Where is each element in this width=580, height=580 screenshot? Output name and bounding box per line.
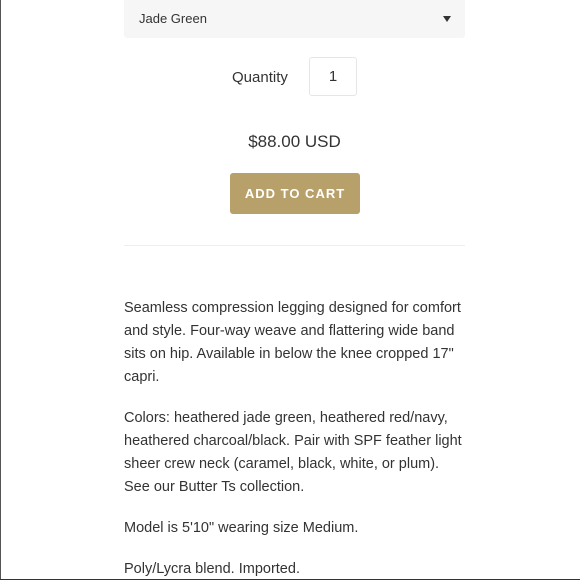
section-divider [124, 245, 465, 246]
product-description [124, 297, 469, 580]
window-edge [0, 0, 1, 580]
product-price: $88.00 USD [248, 132, 341, 151]
collection-reference-text: See our Butter Ts collection. [124, 479, 305, 495]
description-paragraph [124, 558, 469, 580]
description-paragraph [124, 297, 469, 389]
description-text: Poly/Lycra blend. Imported. [124, 561, 300, 577]
description-paragraph [124, 517, 469, 540]
quantity-label: Quantity [232, 69, 288, 86]
color-variant-value: Jade Green [139, 11, 207, 26]
description-paragraph [124, 407, 469, 499]
quantity-input[interactable] [309, 57, 357, 96]
chevron-down-icon [443, 16, 451, 22]
description-text: Colors: heathered jade green, heathered red/navy, heathered charcoal/black. Pair with SPF feather light sheer crew neck (caramel, black, white, or plum). [124, 410, 462, 472]
description-text: Model is 5'10" wearing size Medium. [124, 520, 359, 536]
description-text: Seamless compression legging designed for comfort and style. Four-way weave and flattering wide band sits on hip. Available in below the knee cropped 17" capri. [124, 300, 461, 385]
add-to-cart-button[interactable]: ADD TO CART [230, 173, 360, 214]
color-variant-select[interactable] [124, 0, 465, 38]
